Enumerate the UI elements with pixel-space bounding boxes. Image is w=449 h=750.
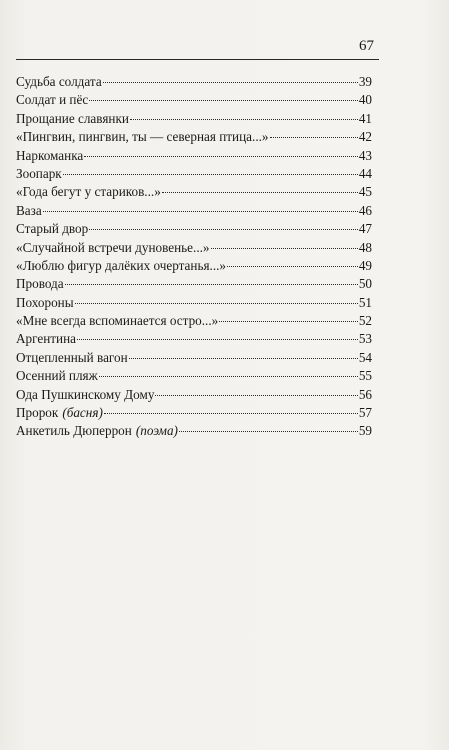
dot-leader — [155, 395, 357, 396]
dot-leader — [227, 266, 358, 267]
entry-title: «Пингвин, пингвин, ты — северная птица...» — [16, 129, 269, 145]
toc-entry — [16, 220, 372, 238]
toc-entry — [16, 330, 372, 348]
entry-title: Похороны — [16, 294, 74, 310]
dot-leader — [130, 119, 358, 120]
toc-entry — [16, 110, 372, 128]
dot-leader — [89, 229, 358, 230]
dot-leader — [104, 413, 358, 414]
entry-title: Судьба солдата — [16, 74, 102, 89]
entry-title: «Мне всегда вспоминается остро...» — [16, 313, 219, 329]
entry-page: 57 — [358, 405, 372, 421]
entry-page: 55 — [358, 368, 372, 384]
entry-page: 43 — [358, 147, 372, 163]
dot-leader — [179, 431, 358, 432]
entry-page: 39 — [358, 74, 372, 89]
table-of-contents — [16, 73, 372, 441]
dot-leader — [162, 192, 358, 193]
entry-page: 42 — [358, 129, 372, 145]
entry-title: «Года бегут у стариков...» — [16, 184, 161, 200]
entry-title: Наркоманка — [16, 147, 84, 163]
toc-entry — [16, 349, 372, 367]
toc-entry — [16, 386, 372, 404]
entry-title: Прощание славянки — [16, 110, 129, 126]
toc-entry — [16, 239, 372, 257]
entry-title: Солдат и пёс — [16, 92, 89, 108]
entry-title: «Люблю фигур далёких очертанья...» — [16, 257, 227, 273]
entry-title: Анкетиль Дюперрон — [16, 423, 132, 439]
entry-title: Ваза — [16, 202, 42, 218]
dot-leader — [89, 100, 358, 101]
toc-entry — [16, 91, 372, 109]
entry-page: 50 — [358, 276, 372, 292]
toc-entry — [16, 312, 372, 330]
entry-page: 48 — [358, 239, 372, 255]
toc-entry — [16, 422, 372, 440]
toc-entry — [16, 257, 372, 275]
entry-page: 40 — [358, 92, 372, 108]
dot-leader — [270, 137, 358, 138]
entry-title: Отцепленный вагон — [16, 349, 128, 365]
dot-leader — [219, 321, 358, 322]
entry-page: 51 — [358, 294, 372, 310]
entry-title: Аргентина — [16, 331, 76, 347]
entry-page: 52 — [358, 313, 372, 329]
toc-entry — [16, 275, 372, 293]
entry-page: 49 — [358, 257, 372, 273]
entry-note: (басня) — [62, 405, 103, 421]
dot-leader — [99, 376, 358, 377]
entry-page: 59 — [358, 423, 372, 439]
toc-entry — [16, 202, 372, 220]
entry-page: 46 — [358, 202, 372, 218]
entry-page: 53 — [358, 331, 372, 347]
entry-page: 45 — [358, 184, 372, 200]
toc-entry — [16, 404, 372, 422]
toc-entry — [16, 128, 372, 146]
dot-leader — [77, 339, 358, 340]
entry-note: (поэма) — [135, 423, 178, 439]
entry-page: 41 — [358, 110, 372, 126]
toc-entry — [16, 73, 372, 91]
toc-entry — [16, 147, 372, 165]
dot-leader — [63, 174, 358, 175]
toc-entry — [16, 183, 372, 201]
dot-leader — [103, 82, 358, 83]
toc-entry — [16, 294, 372, 312]
entry-title: Пророк — [16, 405, 59, 421]
dot-leader — [75, 303, 358, 304]
dot-leader — [211, 248, 358, 249]
entry-page: 56 — [358, 386, 372, 402]
entry-title: Осенний пляж — [16, 368, 98, 384]
dot-leader — [43, 211, 358, 212]
toc-entry — [16, 367, 372, 385]
page-number: 67 — [359, 38, 374, 54]
dot-leader — [65, 284, 358, 285]
entry-page: 54 — [358, 349, 372, 365]
entry-page: 44 — [358, 165, 372, 181]
entry-title: Ода Пушкинскому Дому — [16, 386, 155, 402]
entry-title: Старый двор — [16, 221, 89, 237]
entry-title: Провода — [16, 276, 64, 292]
dot-leader — [129, 358, 358, 359]
entry-page: 47 — [358, 221, 372, 237]
entry-title: Зоопарк — [16, 165, 62, 181]
dot-leader — [84, 156, 358, 157]
header-rule — [16, 59, 379, 60]
toc-entry — [16, 165, 372, 183]
entry-title: «Случайной встречи дуновенье...» — [16, 239, 210, 255]
